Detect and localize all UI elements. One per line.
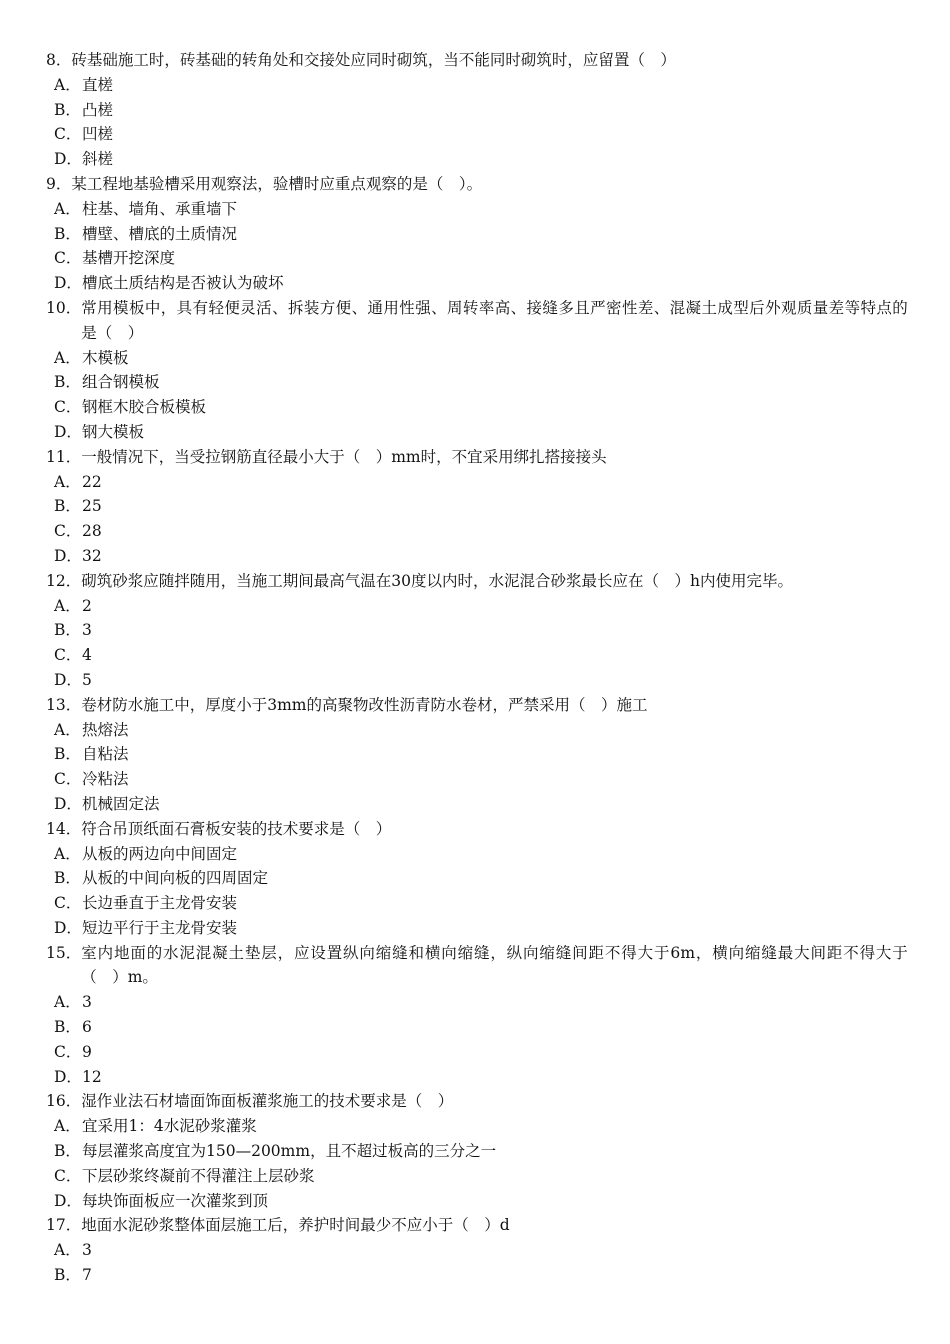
question-9 <box>46 172 908 296</box>
question-number: 12． <box>46 571 82 590</box>
option-letter: A． <box>54 199 81 218</box>
answer-option <box>46 891 908 916</box>
answer-option <box>46 271 908 296</box>
option-text: 22 <box>82 472 102 491</box>
option-text: 槽底土质结构是否被认为破坏 <box>82 274 284 293</box>
option-letter: D． <box>54 1191 82 1210</box>
question-stem: 一般情况下，当受拉钢筋直径最小大于（ ）mm时，不宜采用绑扎搭接接头 <box>81 447 607 466</box>
option-text: 槽壁、槽底的土质情况 <box>82 224 238 243</box>
answer-option <box>46 594 908 619</box>
answer-option <box>46 98 908 123</box>
option-letter: D． <box>54 274 82 293</box>
answer-option <box>46 395 908 420</box>
option-text: 每块饰面板应一次灌浆到顶 <box>82 1191 269 1210</box>
option-letter: D． <box>54 546 82 565</box>
option-text: 直槎 <box>82 75 114 94</box>
option-text: 基槽开挖深度 <box>82 249 176 268</box>
question-stem: 卷材防水施工中，厚度小于3mm的高聚物改性沥青防水卷材，严禁采用（ ）施工 <box>81 695 648 714</box>
option-text: 12 <box>82 1067 102 1086</box>
question-number: 11． <box>46 447 82 466</box>
answer-option <box>46 1114 908 1139</box>
option-letter: C． <box>54 770 82 789</box>
answer-option <box>46 668 908 693</box>
question-stem: 室内地面的水泥混凝土垫层，应设置纵向缩缝和横向缩缝，纵向缩缝间距不得大于6m，横向缩缝最大间距不得大于 <box>81 943 908 962</box>
option-letter: B． <box>54 373 81 392</box>
answer-option <box>46 1065 908 1090</box>
question-stem: 砖基础施工时，砖基础的转角处和交接处应同时砌筑，当不能同时砌筑时，应留置（ ） <box>71 51 676 69</box>
question-stem: 某工程地基验槽采用观察法，验槽时应重点观察的是（ ）。 <box>71 174 483 193</box>
option-text: 宜采用1：4水泥砂浆灌浆 <box>82 1117 257 1136</box>
option-text: 机械固定法 <box>82 794 160 813</box>
option-text: 7 <box>82 1266 92 1285</box>
question-number: 14． <box>46 819 82 838</box>
answer-option <box>46 544 908 569</box>
question-stem: 砌筑砂浆应随拌随用，当施工期间最高气温在30度以内时，水泥混合砂浆最长应在（ ）h内使用完毕。 <box>81 571 793 590</box>
option-letter: A． <box>54 348 81 367</box>
option-letter: B． <box>54 621 81 640</box>
option-letter: B． <box>54 497 81 516</box>
question-number: 15． <box>46 943 82 962</box>
answer-option <box>46 370 908 395</box>
answer-option <box>46 1015 908 1040</box>
answer-option <box>46 618 908 643</box>
option-letter: A． <box>54 1241 81 1260</box>
option-letter: B． <box>54 100 81 119</box>
option-letter: D． <box>54 918 82 937</box>
answer-option <box>46 147 908 172</box>
option-letter: C． <box>54 894 82 913</box>
answer-option <box>46 1164 908 1189</box>
option-text: 每层灌浆高度宜为150—200mm，且不超过板高的三分之一 <box>82 1142 497 1161</box>
option-letter: A． <box>54 596 81 615</box>
answer-option <box>46 420 908 445</box>
question-number: 10． <box>46 298 82 317</box>
option-letter: B． <box>54 1266 81 1285</box>
option-letter: D． <box>54 150 82 169</box>
answer-option <box>46 866 908 891</box>
option-text: 热熔法 <box>82 720 129 739</box>
answer-option <box>46 346 908 371</box>
answer-option <box>46 916 908 941</box>
option-letter: B． <box>54 224 81 243</box>
question-stem: 地面水泥砂浆整体面层施工后，养护时间最少不应小于（ ）d <box>81 1216 510 1235</box>
option-letter: A． <box>54 75 81 94</box>
option-text: 短边平行于主龙骨安装 <box>82 918 238 937</box>
option-text: 3 <box>82 621 92 640</box>
option-letter: C． <box>54 1042 82 1061</box>
question-14 <box>46 817 908 941</box>
option-text: 3 <box>82 1241 92 1260</box>
answer-option <box>46 1040 908 1065</box>
question-10 <box>46 296 908 445</box>
option-letter: D． <box>54 670 82 689</box>
question-13 <box>46 693 908 817</box>
question-stem: 湿作业法石材墙面饰面板灌浆施工的技术要求是（ ） <box>81 1092 454 1111</box>
question-16 <box>46 1089 908 1213</box>
question-12 <box>46 569 908 693</box>
answer-option <box>46 197 908 222</box>
option-text: 28 <box>82 522 102 541</box>
option-letter: A． <box>54 720 81 739</box>
option-text: 2 <box>82 596 92 615</box>
option-letter: C． <box>54 522 82 541</box>
option-letter: D． <box>54 422 82 441</box>
answer-option <box>46 990 908 1015</box>
answer-option <box>46 73 908 98</box>
answer-option <box>46 470 908 495</box>
answer-option <box>46 494 908 519</box>
option-letter: C． <box>54 1166 82 1185</box>
question-number: 17． <box>46 1216 82 1235</box>
option-text: 9 <box>82 1042 92 1061</box>
answer-option <box>46 718 908 743</box>
question-number: 13． <box>46 695 82 714</box>
option-letter: C． <box>54 398 82 417</box>
option-text: 组合钢模板 <box>82 373 160 392</box>
option-text: 长边垂直于主龙骨安装 <box>82 894 238 913</box>
option-text: 32 <box>82 546 102 565</box>
option-text: 柱基、墙角、承重墙下 <box>82 199 238 218</box>
option-letter: B． <box>54 745 81 764</box>
option-text: 木模板 <box>82 348 129 367</box>
option-text: 5 <box>82 670 92 689</box>
option-letter: D． <box>54 794 82 813</box>
option-letter: B． <box>54 1018 81 1037</box>
option-text: 自粘法 <box>82 745 129 764</box>
answer-option <box>46 519 908 544</box>
question-15 <box>46 941 908 1090</box>
option-text: 3 <box>82 993 92 1012</box>
option-text: 25 <box>82 497 102 516</box>
answer-option <box>46 222 908 247</box>
answer-option <box>46 842 908 867</box>
answer-option <box>46 767 908 792</box>
answer-option <box>46 122 908 147</box>
option-text: 4 <box>82 646 92 665</box>
option-text: 凹槎 <box>82 125 114 144</box>
option-text: 钢框木胶合板模板 <box>82 398 207 417</box>
answer-option <box>46 246 908 271</box>
question-stem: 常用模板中，具有轻便灵活、拆装方便、通用性强、周转率高、接缝多且严密性差、混凝土成型后外观质量差等特点的 <box>81 298 908 317</box>
option-text: 从板的两边向中间固定 <box>82 844 238 863</box>
option-text: 从板的中间向板的四周固定 <box>82 869 269 888</box>
answer-option <box>46 1263 908 1288</box>
option-letter: B． <box>54 869 81 888</box>
option-text: 钢大模板 <box>82 422 145 441</box>
question-17 <box>46 1213 908 1287</box>
option-letter: D． <box>54 1067 82 1086</box>
answer-option <box>46 1189 908 1214</box>
question-number: 9． <box>46 174 72 193</box>
option-text: 6 <box>82 1018 92 1037</box>
option-letter: A． <box>54 993 81 1012</box>
option-text: 下层砂浆终凝前不得灌注上层砂浆 <box>82 1166 315 1185</box>
option-text: 斜槎 <box>82 150 114 169</box>
answer-option <box>46 643 908 668</box>
question-stem: 是（ ） <box>81 323 144 342</box>
option-letter: A． <box>54 844 81 863</box>
question-number: 8． <box>46 51 72 69</box>
option-letter: A． <box>54 472 81 491</box>
option-letter: A． <box>54 1117 81 1136</box>
option-letter: B． <box>54 1142 81 1161</box>
option-letter: C． <box>54 249 82 268</box>
question-11 <box>46 445 908 569</box>
option-letter: C． <box>54 125 82 144</box>
answer-option <box>46 1238 908 1263</box>
exam-page <box>46 48 908 1288</box>
answer-option <box>46 792 908 817</box>
option-text: 凸槎 <box>82 100 114 119</box>
option-letter: C． <box>54 646 82 665</box>
question-8 <box>46 48 908 172</box>
question-stem: 符合吊顶纸面石膏板安装的技术要求是（ ） <box>81 819 392 838</box>
option-text: 冷粘法 <box>82 770 129 789</box>
question-stem: （ ）m。 <box>81 968 158 987</box>
answer-option <box>46 1139 908 1164</box>
question-number: 16． <box>46 1092 82 1111</box>
answer-option <box>46 742 908 767</box>
